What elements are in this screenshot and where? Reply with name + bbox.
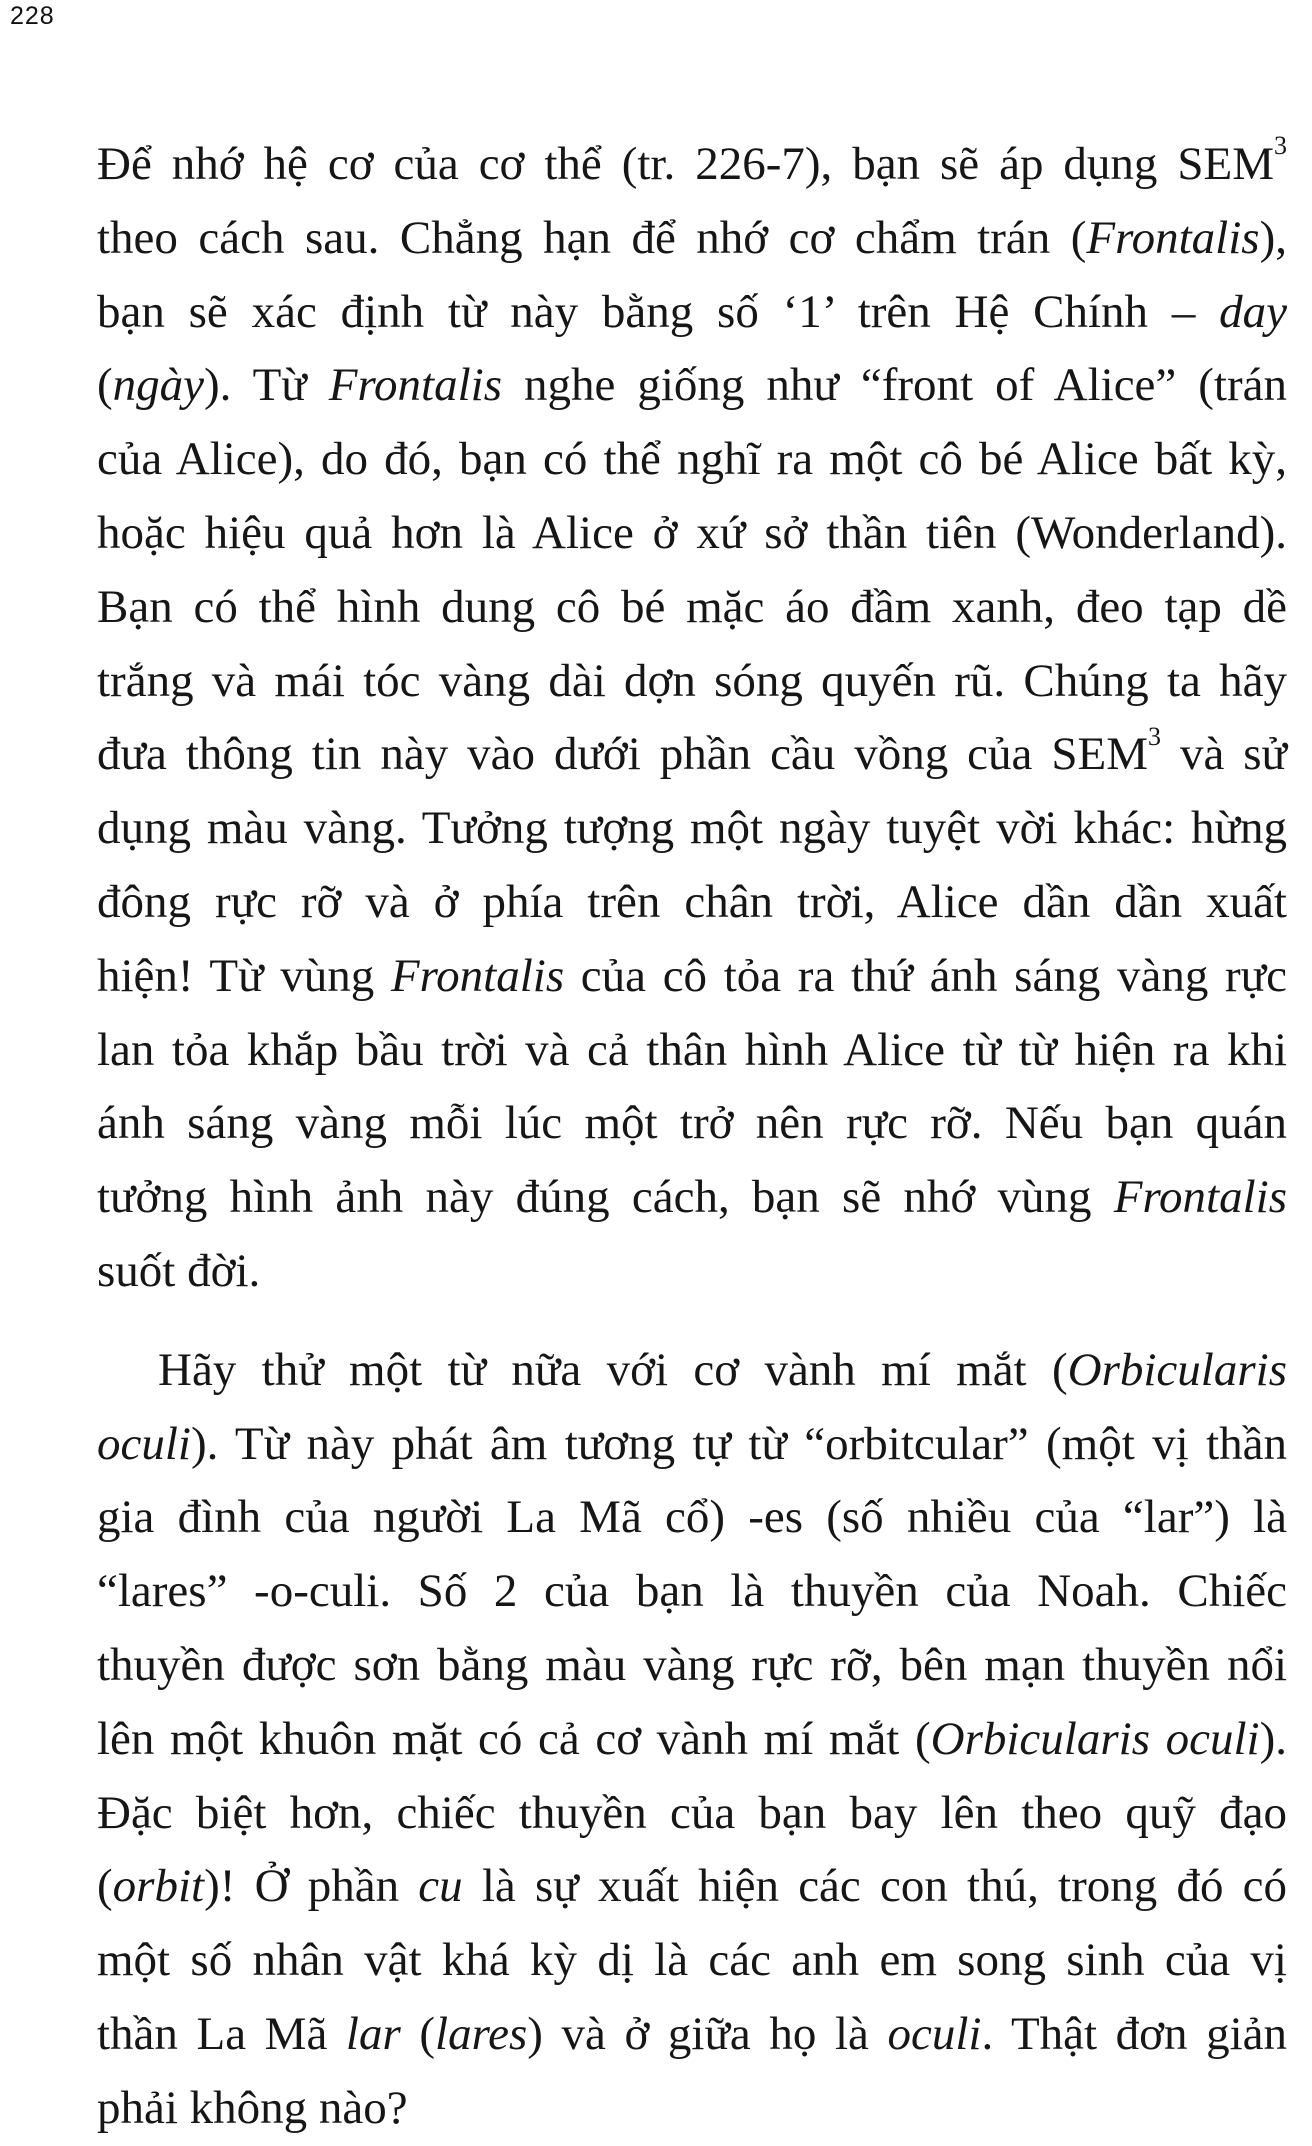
text-segment: Đặc biệt hơn, chiếc thuyền của bạn bay lên theo quỹ đạo: [97, 1786, 1287, 1839]
text-line: [97, 571, 1287, 645]
italic-term: oculi: [887, 2007, 982, 2060]
text-segment: )! Ở phần: [204, 1860, 419, 1913]
italic-term: lar: [345, 2007, 401, 2060]
text-segment: suốt đời.: [97, 1244, 261, 1297]
page-number: 228: [10, 2, 55, 30]
text-segment: Để nhớ hệ cơ của cơ thể (tr. 226-7), bạn sẽ áp dụng SEM: [97, 138, 1274, 190]
text-segment: nghe giống như “front of Alice” (trán: [502, 359, 1287, 412]
text-line: [97, 940, 1287, 1014]
text-segment: hiện! Từ vùng: [97, 949, 391, 1002]
italic-term: Frontalis: [328, 359, 502, 412]
text-segment: ),: [1259, 211, 1287, 264]
text-segment: hoặc hiệu quả hơn là Alice ở xứ sở thần tiên (Wonderland).: [97, 506, 1287, 559]
text-segment: một số nhân vật khá kỳ dị là các anh em song sinh của vị: [97, 1934, 1287, 1987]
text-segment: bạn sẽ xác định từ này bằng số ‘1’ trên Hệ Chính –: [97, 285, 1220, 338]
text-segment: đưa thông tin này vào dưới phần cầu vồng của SEM: [97, 728, 1148, 781]
text-line: [97, 128, 1287, 202]
text-line: [97, 792, 1287, 866]
italic-term: orbit: [112, 1860, 205, 1913]
italic-term: Orbicularis oculi: [930, 1712, 1260, 1765]
text-segment: của Alice), do đó, bạn có thể nghĩ ra một cô bé Alice bất kỳ,: [97, 433, 1287, 486]
text-line: [97, 1850, 1287, 1924]
text-segment: dụng màu vàng. Tưởng tượng một ngày tuyệt vời khác: hừng: [97, 802, 1287, 855]
text-segment: . Thật đơn giản: [981, 2007, 1288, 2060]
italic-term: ngày: [112, 359, 205, 412]
text-segment: lên một khuôn mặt có cả cơ vành mí mắt (: [97, 1712, 931, 1765]
text-line: [97, 1629, 1287, 1703]
text-line: [97, 1555, 1287, 1629]
text-segment: thần La Mã: [97, 2007, 346, 2060]
text-line: [97, 2072, 1287, 2146]
text-segment: ) và ở giữa họ là: [527, 2007, 888, 2060]
text-segment: là sự xuất hiện các con thú, trong đó có: [462, 1860, 1288, 1913]
text-line: [97, 1235, 1287, 1309]
text-line: [97, 276, 1287, 350]
text-segment: tưởng hình ảnh này đúng cách, bạn sẽ nhớ vùng: [97, 1171, 1114, 1224]
text-line: [97, 202, 1287, 276]
text-segment: của cô tỏa ra thứ ánh sáng vàng rực: [564, 949, 1288, 1002]
text-segment: đông rực rỡ và ở phía trên chân trời, Alice dần dần xuất: [97, 875, 1287, 928]
text-segment: phải không nào?: [97, 2081, 408, 2134]
text-line: [97, 1087, 1287, 1161]
text-line: [97, 1014, 1287, 1088]
text-segment: lan tỏa khắp bầu trời và cả thân hình Alice từ từ hiện ra khi: [97, 1023, 1287, 1076]
italic-term: Frontalis: [1113, 1171, 1287, 1224]
paragraph-frontalis: [97, 128, 1287, 1309]
text-segment: trắng và mái tóc vàng dài dợn sóng quyến rũ. Chúng ta hãy: [97, 654, 1287, 707]
text-segment: “lares” -o-culi. Số 2 của bạn là thuyền của Noah. Chiếc: [97, 1565, 1287, 1618]
italic-term: lares: [435, 2007, 528, 2060]
text-line: [97, 1777, 1287, 1851]
text-segment: ). Từ: [204, 359, 329, 412]
text-line: [97, 1334, 1287, 1408]
text-segment: gia đình của người La Mã cổ) -es (số nhiều của “lar”) là: [97, 1491, 1287, 1544]
italic-term: Orbicularis: [1067, 1343, 1287, 1396]
text-segment: ). Từ này phát âm tương tự từ “orbitcular” (một vị thần: [190, 1417, 1287, 1470]
italic-term: day: [1219, 285, 1287, 338]
text-segment: (: [400, 2007, 436, 2060]
text-line: [97, 349, 1287, 423]
text-line: [97, 1924, 1287, 1998]
text-line: [97, 645, 1287, 719]
text-segment: ).: [1259, 1712, 1287, 1765]
page-body: [97, 128, 1297, 2146]
text-segment: thuyền được sơn bằng màu vàng rực rỡ, bên mạn thuyền nổi: [97, 1638, 1287, 1691]
italic-term: cu: [418, 1860, 463, 1913]
text-line: [97, 1481, 1287, 1555]
text-segment: theo cách sau. Chẳng hạn để nhớ cơ chẩm trán (: [97, 211, 1087, 264]
text-segment: Hãy thử một từ nữa với cơ vành mí mắt (: [158, 1343, 1068, 1396]
superscript: 3: [1148, 721, 1161, 751]
superscript: 3: [1274, 131, 1287, 161]
text-segment: ánh sáng vàng mỗi lúc một trở nên rực rỡ. Nếu bạn quán: [97, 1097, 1287, 1150]
text-segment: và sử: [1161, 728, 1288, 781]
text-line: [97, 497, 1287, 571]
text-segment: (: [97, 359, 113, 412]
text-line: [97, 1408, 1287, 1482]
text-line: [97, 718, 1287, 792]
text-line: [97, 423, 1287, 497]
paragraph-orbicularis-oculi: [97, 1334, 1297, 2146]
text-line: [97, 1161, 1287, 1235]
italic-term: Frontalis: [1086, 211, 1260, 264]
text-segment: (: [97, 1860, 113, 1913]
text-segment: Bạn có thể hình dung cô bé mặc áo đầm xanh, đeo tạp dề: [97, 580, 1287, 633]
italic-term: Frontalis: [390, 949, 565, 1002]
text-line: [97, 866, 1287, 940]
text-line: [97, 1703, 1287, 1777]
text-line: [97, 1998, 1287, 2072]
italic-term: oculi: [97, 1417, 191, 1470]
